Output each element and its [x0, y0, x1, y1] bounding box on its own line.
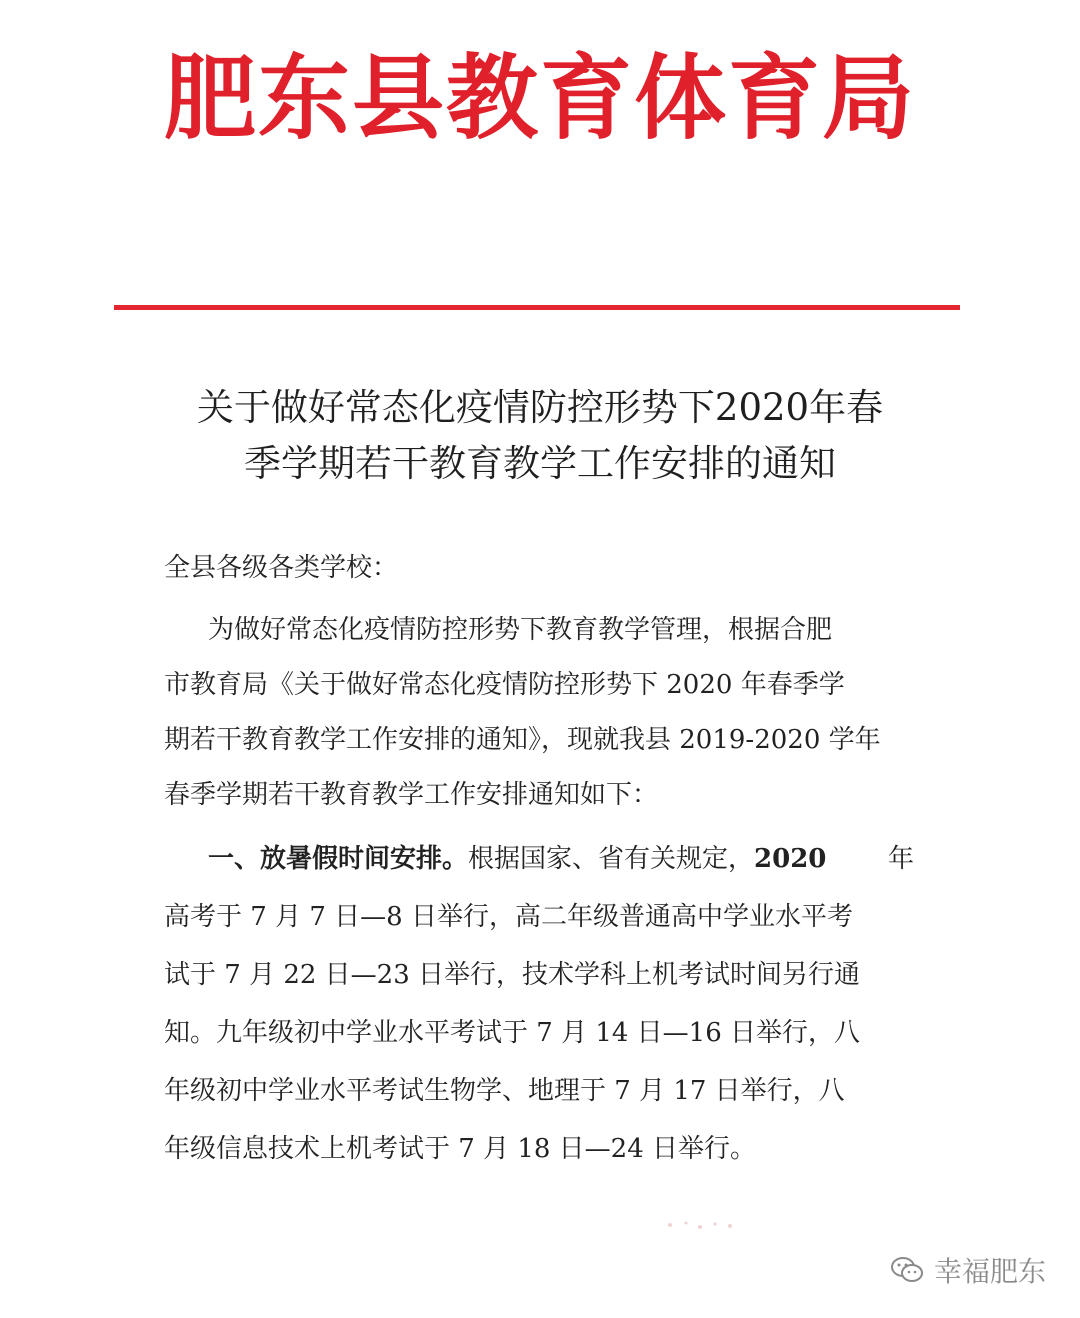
wechat-watermark: [890, 1250, 1046, 1290]
intro-line-3-text: 期若干教育教学工作安排的通知》，现就我县 2019-2020 学年: [164, 725, 881, 755]
intro-line-4-text: 春季学期若干教育教学工作安排通知如下：: [164, 780, 659, 810]
section-one-line-5-text: 年级初中学业水平考试生物学、地理于 7 月 17 日举行，八: [164, 1076, 845, 1106]
section-one-line-5: [164, 1062, 914, 1120]
section-one-line-3: [164, 946, 914, 1004]
watermark-text: 幸福肥东: [933, 1255, 1046, 1288]
intro-line-3: [164, 713, 914, 768]
section-one-line-6: [164, 1120, 914, 1178]
section-one-line-1-text: 根据国家、省有关规定，: [468, 844, 755, 874]
intro-line-1-text: 为做好常态化疫情防控形势下教育教学管理，根据合肥: [208, 615, 833, 645]
document-title: [150, 380, 930, 492]
intro-paragraph: [164, 603, 914, 823]
section-one-paragraph: [164, 830, 914, 1178]
wechat-icon: [890, 1255, 924, 1285]
intro-line-2-text: 市教育局《关于做好常态化疫情防控形势下 2020 年春季学: [164, 670, 845, 700]
faint-stamp-mark: [660, 1215, 740, 1235]
document-title-line-1: 关于做好常态化疫情防控形势下2020年春: [196, 386, 884, 429]
intro-line-2: [164, 658, 914, 713]
section-one-year: 2020: [754, 844, 827, 874]
section-one-line-2-text: 高考于 7 月 7 日—8 日举行，高二年级普通高中学业水平考: [164, 902, 853, 932]
intro-line-4: [164, 768, 914, 823]
section-one-line-4: [164, 1004, 914, 1062]
section-one-line-2: [164, 888, 914, 946]
addressee: 全县各级各类学校：: [164, 553, 399, 583]
section-one-line-3-text: 试于 7 月 22 日—23 日举行，技术学科上机考试时间另行通: [164, 960, 861, 990]
intro-line-1: [164, 603, 914, 658]
section-one-year-suffix: 年: [887, 844, 914, 874]
red-divider-rule: [114, 305, 960, 310]
section-one-line-6-text: 年级信息技术上机考试于 7 月 18 日—24 日举行。: [164, 1134, 757, 1164]
section-one-heading: 一、放暑假时间安排。: [208, 844, 469, 874]
document-title-line-2: 季学期若干教育教学工作安排的通知: [244, 442, 836, 485]
section-one-line-1: [164, 830, 914, 888]
org-header-title: 肥东县教育体育局: [163, 44, 916, 152]
section-one-line-4-text: 知。九年级初中学业水平考试于 7 月 14 日—16 日举行，八: [164, 1018, 861, 1048]
